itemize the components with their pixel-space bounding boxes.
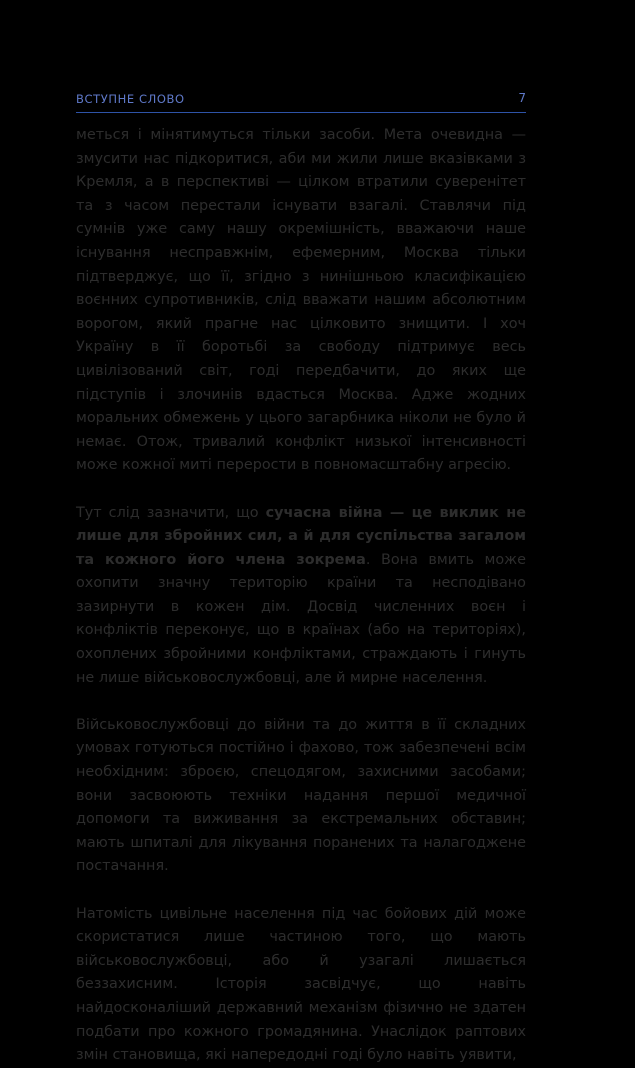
paragraph-2: [76, 502, 526, 691]
paragraph-2-rest: . Вона вмить може охопити значну територію країни та несподівано зазирнути в кожен дім. Досвід численних воєн і конфліктів переконує, що в країнах (або на територіях), охоплених збройними конфліктами, страждають і гинуть не лише військовослужбовці, але й мирне населення.: [76, 551, 526, 686]
paragraph-2-lead: Тут слід зазначити, що: [76, 504, 266, 521]
body-text: [76, 124, 526, 1068]
paragraph-1: меться і мінятимуться тільки засоби. Мета очевидна — змусити нас підкоритися, аби ми жили лише вказівками з Кремля, а в перспективі — цілком втратили суверенітет та з часом перестали існувати взагалі. Ставлячи під сумнів уже саму нашу окремішність, вважаючи наше існування несправжнім, ефемерним, Москва тільки підтверджує, що її, згідно з нинішньою класифікацією воєнних супротивників, слід вважати нашим абсолютним ворогом, який прагне нас цілковито знищити. І хоч Україну в її боротьбі за свободу підтримує весь цивілізований світ, годі передбачити, до яких ще підступів і злочинів вдасться Москва. Адже жодних моральних обмежень у цього загарбника ніколи не було й немає. Отож, тривалий конфлікт низької інтенсивності може кожної миті перерости в повномасштабну агресію.: [76, 127, 526, 474]
page-header: [76, 90, 526, 110]
paragraph-3: Військовослужбовці до війни та до життя в її складних умовах готуються постійно і фахово, тож забезпечені всім необхідним: зброєю, спецодягом, захисними засобами; вони засвоюють техніки надання першої медичної допомоги та виживання за екстремальних обставин; мають шпиталі для лікування поранених та налагоджене постачання.: [76, 716, 526, 875]
emphasized-text: сучасна війна — це виклик не лише для збройних сил, а й для суспільства загалом та кожного його члена зокрема: [76, 504, 526, 568]
paragraph-4: Натомість цивільне населення під час бойових дій може скористатися лише частиною того, що мають військовослужбовці, або й узагалі лишається беззахисним. Історія засвідчує, що навіть найдосконаліший державний механізм фізично не здатен подбати про кожного громадянина. Унаслідок раптових змін становища, які напередодні годі було навіть уявити,: [76, 905, 526, 1064]
page-number: 7: [518, 91, 526, 105]
running-head: ВСТУПНЕ СЛОВО: [76, 92, 185, 106]
header-rule: [76, 112, 526, 113]
